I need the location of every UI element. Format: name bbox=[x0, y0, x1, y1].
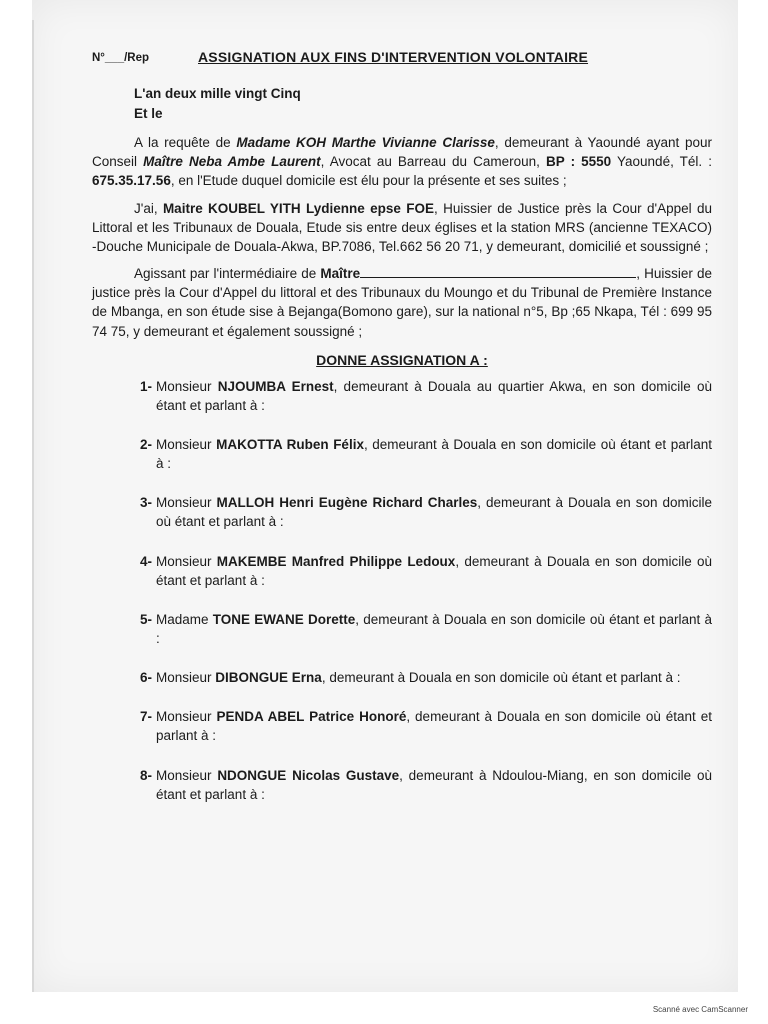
party-details: , demeurant à Douala en son domicile où étant et parlant à : bbox=[156, 611, 712, 646]
requester-intro: A la requête de bbox=[134, 135, 237, 151]
date-line-2: Et le bbox=[134, 105, 163, 121]
party-number: 6- bbox=[139, 670, 152, 686]
party-text bbox=[156, 610, 712, 648]
party-name: NJOUMBA Ernest bbox=[217, 378, 334, 394]
counsel-bp: BP : 5550 bbox=[545, 154, 612, 170]
document-body bbox=[92, 48, 712, 804]
party-number: 2- bbox=[139, 436, 152, 452]
requester-text-3: Yaoundé, Tél. : bbox=[611, 154, 712, 170]
list-item bbox=[92, 707, 712, 745]
party-number: 8- bbox=[139, 767, 152, 783]
list-item bbox=[92, 493, 712, 531]
parties-list bbox=[92, 377, 712, 804]
party-name: DIBONGUE Erna bbox=[215, 670, 322, 686]
blank-line bbox=[360, 265, 636, 278]
intermediary-maitre: Maître bbox=[320, 266, 361, 282]
party-details: , demeurant à Douala en son domicile où étant et parlant à : bbox=[156, 495, 712, 530]
party-title: Madame bbox=[156, 611, 209, 627]
party-title: Monsieur bbox=[156, 670, 212, 686]
party-details: , demeurant à Douala en son domicile où étant et parlant à : bbox=[156, 709, 713, 744]
bailiff-text: , Huissier de Justice près la Cour d'Appel du Littoral et les Tribunaux de Douala, Etude sis entre deux églises et la station MRS (ancienne TEXACO) -Douche Municipale de Douala-Akwa, BP.7086, Tel.662 56 20 71, y demeurant, domicilié et soussigné ; bbox=[92, 200, 712, 254]
party-number: 5- bbox=[139, 611, 152, 627]
party-details: , demeurant à Douala au quartier Akwa, en son domicile où étant et parlant à : bbox=[156, 378, 712, 413]
party-title: Monsieur bbox=[156, 378, 212, 394]
party-name: MAKOTTA Ruben Félix bbox=[216, 436, 364, 452]
counsel-phone: 675.35.17.56 bbox=[92, 173, 171, 189]
party-title: Monsieur bbox=[156, 767, 212, 783]
party-text bbox=[156, 435, 712, 473]
party-text bbox=[156, 377, 712, 415]
page-edge bbox=[32, 20, 34, 992]
counsel-name: Maître Neba Ambe Laurent bbox=[143, 154, 321, 170]
party-name: TONE EWANE Dorette bbox=[212, 611, 356, 627]
bailiff-intro: J'ai, bbox=[134, 200, 163, 216]
party-text bbox=[156, 493, 712, 531]
party-title: Monsieur bbox=[156, 436, 212, 452]
date-line-1: L'an deux mille vingt Cinq bbox=[134, 86, 301, 101]
party-number: 1- bbox=[139, 378, 152, 394]
document-header bbox=[92, 48, 712, 72]
list-item bbox=[92, 668, 712, 687]
reference-number: N°___/Rep bbox=[92, 52, 150, 64]
requester-text-2: , Avocat au Barreau du Cameroun, bbox=[320, 154, 546, 170]
party-details: , demeurant à Ndoulou-Miang, en son domicile où étant et parlant à : bbox=[156, 767, 712, 802]
list-item bbox=[92, 552, 712, 590]
requester-text-1: , demeurant à Yaoundé ayant pour Conseil bbox=[92, 135, 713, 170]
intermediary-text-2: Huissier de justice près la Cour d'Appel du littoral et des Tribunaux du Moungo et du Tribunal de Première Instance de Mbanga, en son étude sise à Bejanga(Bomono gare), sur la national n°5, Bp ;65 Nkapa, Tél : 699 95 74 75, y demeurant et également soussigné ; bbox=[92, 266, 712, 339]
list-item bbox=[92, 377, 712, 415]
list-item bbox=[92, 610, 712, 648]
requester-paragraph bbox=[92, 133, 712, 190]
date-block bbox=[134, 84, 712, 123]
bailiff-paragraph bbox=[92, 199, 712, 256]
party-name: NDONGUE Nicolas Gustave bbox=[217, 767, 400, 783]
list-item bbox=[92, 435, 712, 473]
requester-text-4: , en l'Etude duquel domicile est élu pour la présente et ses suites ; bbox=[170, 173, 567, 189]
party-details: , demeurant à Douala en son domicile où étant et parlant à : bbox=[156, 436, 712, 472]
scanner-watermark: Scanné avec CamScanner bbox=[652, 1005, 748, 1014]
party-text bbox=[156, 707, 712, 745]
party-name: PENDA ABEL Patrice Honoré bbox=[216, 709, 407, 725]
document-title: ASSIGNATION AUX FINS D'INTERVENTION VOLONTAIRE bbox=[198, 49, 589, 65]
party-text bbox=[156, 766, 712, 804]
section-title: DONNE ASSIGNATION A : bbox=[316, 351, 488, 368]
party-name: MAKEMBE Manfred Philippe Ledoux bbox=[216, 553, 456, 569]
bailiff-name: Maitre KOUBEL YITH Lydienne epse FOE bbox=[162, 200, 434, 216]
intermediary-paragraph bbox=[92, 264, 712, 341]
party-title: Monsieur bbox=[156, 553, 212, 569]
party-number: 4- bbox=[139, 553, 152, 569]
party-number: 3- bbox=[139, 495, 152, 511]
party-title: Monsieur bbox=[156, 709, 212, 725]
list-item bbox=[92, 766, 712, 804]
party-name: MALLOH Henri Eugène Richard Charles bbox=[216, 495, 478, 511]
party-details: , demeurant à Douala en son domicile où étant et parlant à : bbox=[321, 670, 681, 686]
party-text bbox=[156, 552, 712, 590]
party-number: 7- bbox=[139, 709, 152, 725]
intermediary-tail: , bbox=[636, 266, 640, 282]
party-text bbox=[156, 668, 712, 687]
requester-name: Madame KOH Marthe Vivianne Clarisse bbox=[236, 135, 495, 151]
intermediary-text-1: Agissant par l'intermédiaire de bbox=[134, 266, 321, 282]
party-details: , demeurant à Douala en son domicile où étant et parlant à : bbox=[156, 553, 712, 588]
party-title: Monsieur bbox=[156, 495, 212, 511]
